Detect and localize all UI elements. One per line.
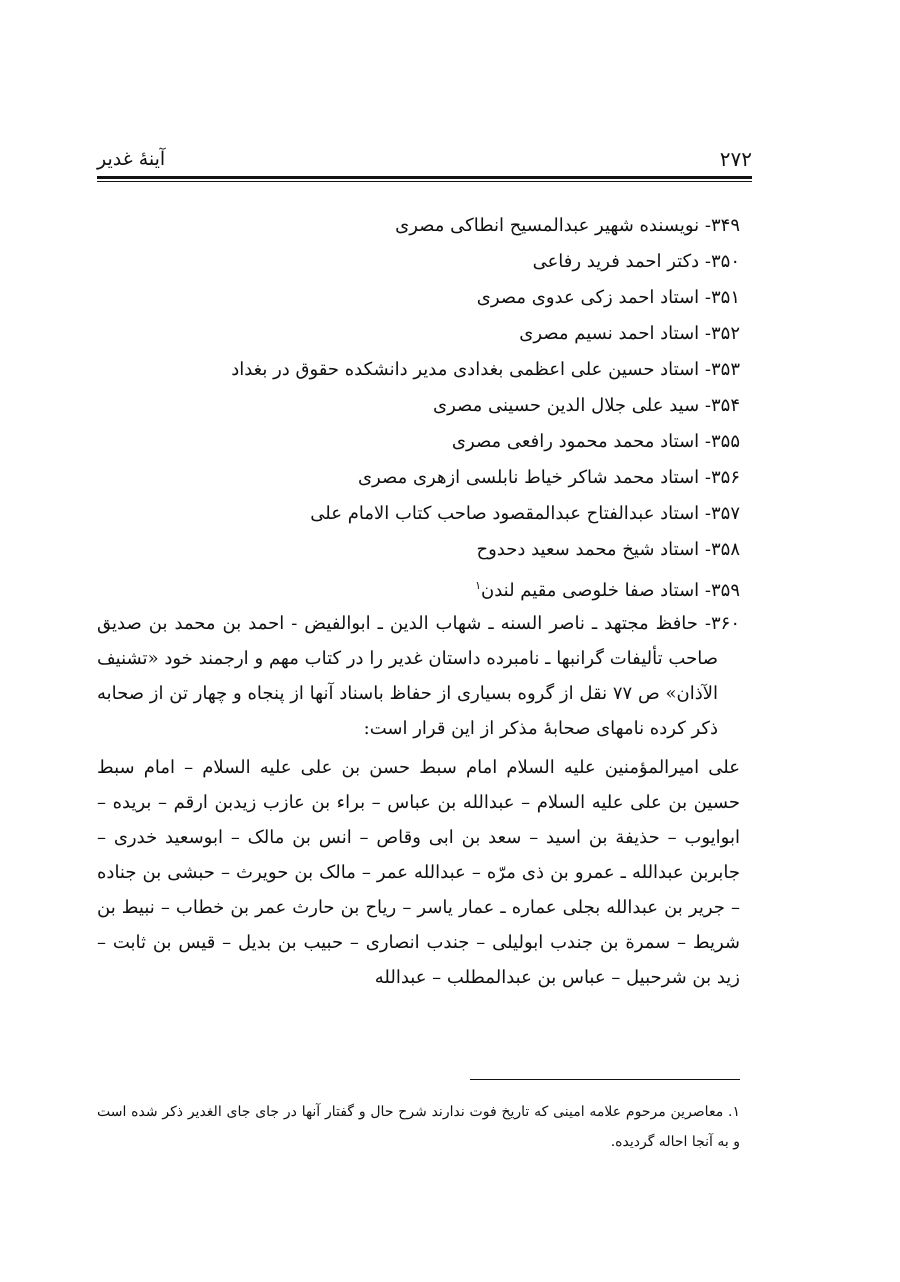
footnote-separator <box>470 1079 740 1080</box>
footnote: ۱. معاصرین مرحوم علامه امینی که تاریخ فوت ندارند شرح حال و گفتار آنها در جای جای الغدیر ذکر شده است و به آنجا احاله گردیده. <box>97 1104 740 1150</box>
list-item: ۳۵۶- استاد محمد شاکر خیاط نابلسی ازهری مصری <box>357 467 740 488</box>
header-rule-thick <box>97 176 752 179</box>
running-title: آینهٔ غدیر <box>97 148 166 170</box>
list-item: ۳۴۹- نویسنده شهیر عبدالمسیح انطاکی مصری <box>395 215 740 236</box>
list-item-text: ۳۵۹- استاد صفا خلوصی مقیم لندن <box>480 580 740 601</box>
page-number: ۲۷۲ <box>719 147 752 171</box>
page-header <box>97 146 752 176</box>
main-text <box>97 208 740 995</box>
footnote-reference[interactable]: ۱ <box>475 579 481 592</box>
list-item: ۳۵۲- استاد احمد نسیم مصری <box>519 323 740 344</box>
list-item-359 <box>97 568 740 604</box>
list-item: ۳۵۵- استاد محمد محمود رافعی مصری <box>451 431 740 452</box>
list-item: ۳۵۱- استاد احمد زکی عدوی مصری <box>476 287 740 308</box>
list-item: ۳۵۷- استاد عبدالفتاح عبدالمقصود صاحب کتاب الامام علی <box>310 503 740 524</box>
list-item-360: ۳۶۰- حافظ مجتهد ـ ناصر السنه ـ شهاب الدین ـ ابوالفیض - احمد بن محمد بن صدیق صاحب تألیفات گرانبها ـ نامبرده داستان غدیر را در کتاب مهم و ارجمند خود «تشنیف الآذان» ص ۷۷ نقل از گروه بسیاری از حفاظ باسناد آنها از پنجاه و چهار تن از صحابه ذکر کرده نامهای صحابهٔ مذکر از این قرار است: <box>97 613 740 739</box>
list-item: ۳۵۴- سید علی جلال الدین حسینی مصری <box>432 395 740 416</box>
header-rule-thin <box>97 181 752 182</box>
companions-paragraph: علی امیرالمؤمنین علیه السلام امام سبط حسن بن علی علیه السلام – امام سبط حسین بن علی علیه السلام – عبدالله بن عباس – براء بن عازب زیدبن ارقم – بریده – ابوایوب – حذیفة بن اسید – سعد بن ابی وقاص – انس بن مالک – ابوسعید خدری – جابربن عبدالله ـ عمرو بن ذی مرّه – عبدالله عمر – مالک بن حویرث – حبشی بن جناده – جریر بن عبدالله بجلی عماره ـ عمار یاسر – ریاح بن حارث عمر بن خطاب – نبیط بن شریط – سمرة بن جندب ابولیلی – جندب انصاری – حبیب بن بدیل – قیس بن ثابت – زید بن شرحبیل – عباس بن عبدالمطلب – عبدالله <box>97 757 740 988</box>
list-item: ۳۵۸- استاد شیخ محمد سعید دحدوح <box>476 539 740 560</box>
list-item: ۳۵۳- استاد حسین علی اعظمی بغدادی مدیر دانشکده حقوق در بغداد <box>231 359 740 380</box>
list-item: ۳۵۰- دکتر احمد فرید رفاعی <box>532 251 740 272</box>
